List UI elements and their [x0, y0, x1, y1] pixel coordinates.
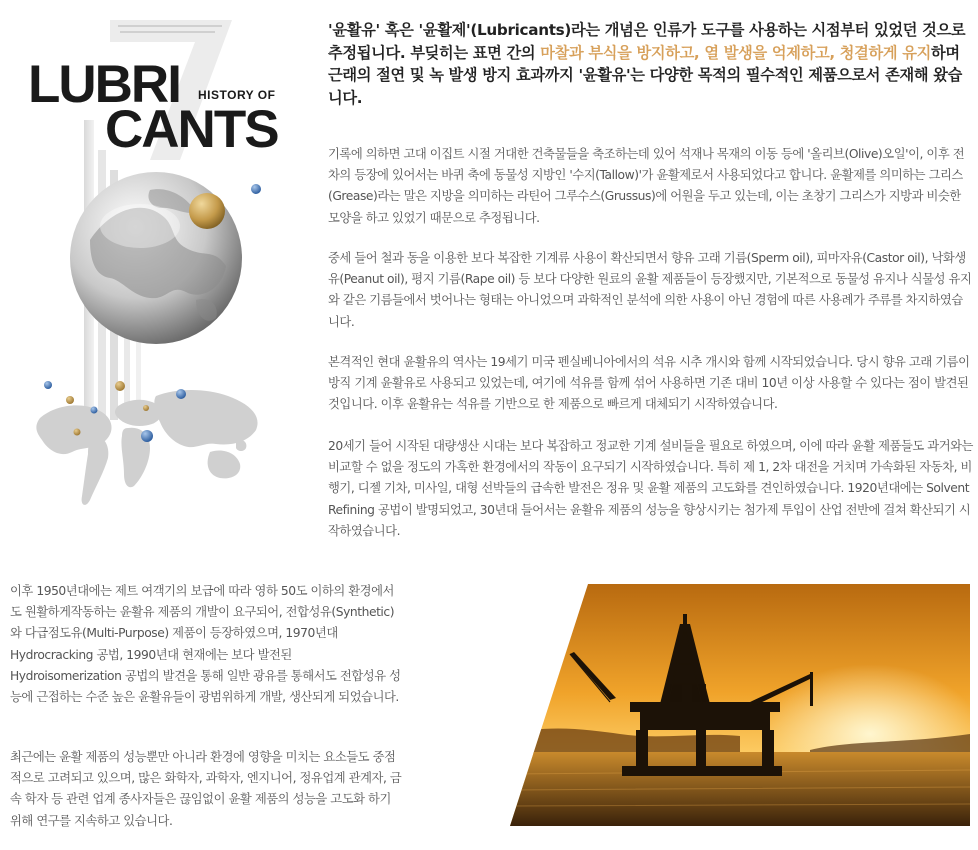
paragraph-20th-century: 20세기 들어 시작된 대량생산 시대는 보다 복잡하고 정교한 기계 설비들을 필요로 하였으며, 이에 따라 윤활 제품들도 과거와는 비교할 수 없을 정도의 가혹한 환경에서의 작동이 요구되기 시작하였습니다. 특히 제 1, 2차 대전을 거치며 가속화된 자동차, 비행기, 디젤 기차, 미사일, 대형 선박들의 급속한 발전은 정유 및 윤활 제품의 고도화를 견인하였습니다. 1920년대에는 Solvent Refining 공법이 발명되었고, 30년대 들어서는 윤활유 제품의 성능을 향상시키는 첨가제 투입이 산업 전반에 걸쳐 확산되기 시작하였습니다. — [328, 439, 973, 538]
paragraph-medieval: 중세 들어 철과 동을 이용한 보다 복잡한 기계류 사용이 확산되면서 향유 고래 기름(Sperm oil), 피마자유(Castor oil), 낙화생유(Peanut oil), 평지 기름(Rape oil) 등 보다 다양한 원료의 윤활 제품들이 등장했지만, 기본적으로 동물성 유지나 식물성 유지와 같은 기름들에서 벗어나는 형태는 아니었으며 과학적인 분석에 의한 사용이 아닌 경험에 따른 사용례가 주류를 차지하였습니다. — [328, 251, 972, 329]
paragraph-modern-origin: 본격적인 현대 윤활유의 역사는 19세기 미국 펜실베니아에서의 석유 시추 개시와 함께 시작되었습니다. 당시 향유 고래 기름이 방직 기계 윤활유로 사용되고 있었는데, 여기에 석유를 함께 섞어 사용하면 기존 대비 10년 이상 사용할 수 있다는 점이 발견된 것입니다. 이후 윤활유는 석유를 기반으로 한 제품으로 빠르게 대체되기 시작하였습니다. — [328, 355, 970, 412]
paragraph-recent: 최근에는 윤활 제품의 성능뿐만 아니라 환경에 영향을 미치는 요소들도 중점적으로 고려되고 있으며, 많은 화학자, 과학자, 엔지니어, 정유업계 관계자, 금속 학자 등 관련 업계 종사자들은 끊임없이 윤활 제품의 성능을 고도화 하기 위해 연구를 지속하고 있습니다. — [10, 750, 402, 828]
intro-paragraph — [328, 19, 970, 109]
logo-title-line-1: LUBRI — [28, 55, 180, 114]
intro-text-start: '윤활유' 혹은 '윤활제'(Lubricants)라는 개념은 인류가 도구를 사용하는 시점부터 있었던 것으로 추정됩니다. 부딪히는 표면 간의 — [328, 21, 966, 62]
paragraph-1950s: 이후 1950년대에는 제트 여객기의 보급에 따라 영하 50도 이하의 환경에서도 원활하게작동하는 윤활유 제품의 개발이 요구되어, 전합성유(Synthetic)와 다급점도유(Multi-Purpose) 제품이 등장하였으며, 1970년대 Hydrocracking 공법, 1990년대 현재에는 보다 발전된 Hydroisomerization 공법의 발견을 통해 일반 광유를 통해서도 전합성유 성능에 근접하는 수준 높은 윤활유들이 광범위하게 개발, 생산되게 되었습니다. — [10, 584, 401, 705]
history-illustration — [0, 0, 320, 540]
oil-rig-photo — [510, 584, 970, 826]
paragraph-ancient: 기록에 의하면 고대 이집트 시절 거대한 건축물들을 축조하는데 있어 석재나 목재의 이동 등에 '올리브(Olive)오일'이, 이후 전차의 등장에 있어서는 바퀴 축에 동물성 지방인 '수지(Tallow)'가 윤활제로서 사용되었다고 합니다. 윤활제를 의미하는 그리스(Grease)라는 말은 지방을 의미하는 라틴어 그루수스(Grussus)에 어원을 두고 있는데, 이는 초창기 그리스가 지방과 비슷한 모양을 하고 있었기 때문으로 추정됩니다. — [328, 147, 965, 225]
logo-subtitle: HISTORY OF — [198, 88, 276, 102]
logo-title-line-2: CANTS — [105, 100, 278, 159]
intro-text-end: 하며 근래의 절연 및 녹 발생 방지 효과까지 '윤활유'는 다양한 목적의 필수적인 제품으로서 존재해 왔습니다. — [328, 43, 963, 107]
intro-highlight: 마찰과 부식을 방지하고, 열 발생을 억제하고, 청결하게 유지 — [540, 43, 932, 62]
